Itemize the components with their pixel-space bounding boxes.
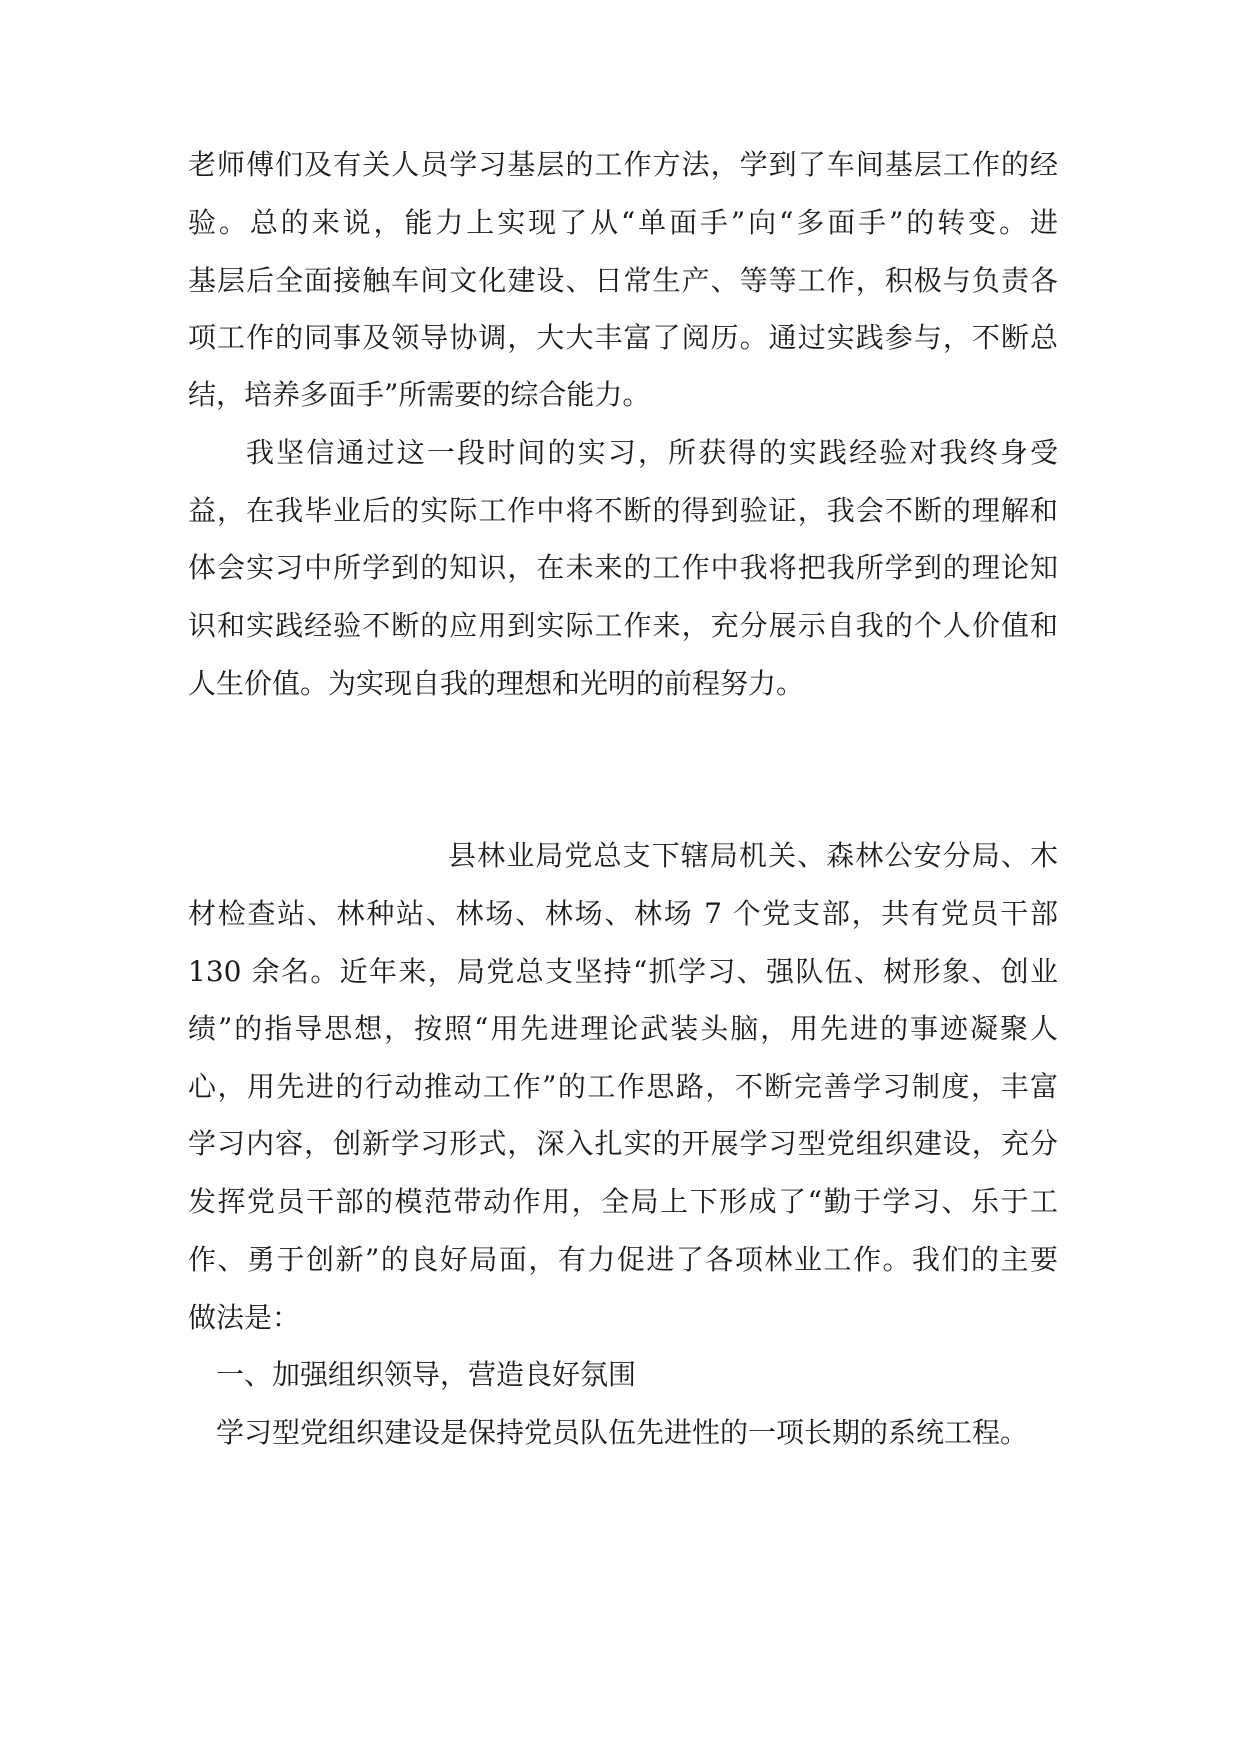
paragraph-2-line-1: 我坚信通过这一段时间的实习，所获得的实践经验对我终身受 (246, 436, 1058, 469)
paragraph-3-line-4: 绩”的指导思想，按照“用先进理论武装头脑，用先进的事迹凝聚人 (188, 1012, 1058, 1045)
paragraph-1-line-2: 验。总的来说，能力上实现了从“单面手”向“多面手”的转变。进 (188, 206, 1058, 239)
paragraph-2-line-5: 人生价值。为实现自我的理想和光明的前程努力。 (188, 667, 805, 700)
paragraph-2-line-4: 识和实践经验不断的应用到实际工作来，充分展示自我的个人价值和 (188, 609, 1058, 642)
paragraph-3-line-2: 材检查站、林种站、林场、林场、林场 7 个党支部，共有党员干部 (188, 897, 1058, 930)
paragraph-1-line-4: 项工作的同事及领导协调，大大丰富了阅历。通过实践参与，不断总 (188, 321, 1058, 354)
paragraph-2-line-2: 益，在我毕业后的实际工作中将不断的得到验证，我会不断的理解和 (188, 494, 1058, 527)
paragraph-3-line-3: 130 余名。近年来，局党总支坚持“抓学习、强队伍、树形象、创业 (188, 955, 1058, 988)
paragraph-3-line-7: 发挥党员干部的模范带动作用，全局上下形成了“勤于学习、乐于工 (188, 1185, 1058, 1218)
paragraph-1-line-5: 结，培养多面手”所需要的综合能力。 (188, 378, 651, 411)
paragraph-3-line-1: 县林业局党总支下辖局机关、森林公安分局、木 (448, 839, 1058, 872)
paragraph-3-line-8: 作、勇于创新”的良好局面，有力促进了各项林业工作。我们的主要 (188, 1243, 1058, 1276)
paragraph-1-line-1: 老师傅们及有关人员学习基层的工作方法，学到了车间基层工作的经 (188, 148, 1058, 181)
paragraph-4-line-1: 学习型党组织建设是保持党员队伍先进性的一项长期的系统工程。 (216, 1416, 1029, 1449)
section-heading-1: 一、加强组织领导，营造良好氛围 (216, 1358, 637, 1391)
paragraph-3-line-6: 学习内容，创新学习形式，深入扎实的开展学习型党组织建设，充分 (188, 1127, 1058, 1160)
paragraph-2-line-3: 体会实习中所学到的知识，在未来的工作中我将把我所学到的理论知 (188, 551, 1058, 584)
paragraph-3-line-5: 心，用先进的行动推动工作”的工作思路，不断完善学习制度，丰富 (188, 1070, 1058, 1103)
paragraph-3-line-9: 做法是： (188, 1301, 301, 1334)
paragraph-1-line-3: 基层后全面接触车间文化建设、日常生产、等等工作，积极与负责各 (188, 264, 1058, 297)
